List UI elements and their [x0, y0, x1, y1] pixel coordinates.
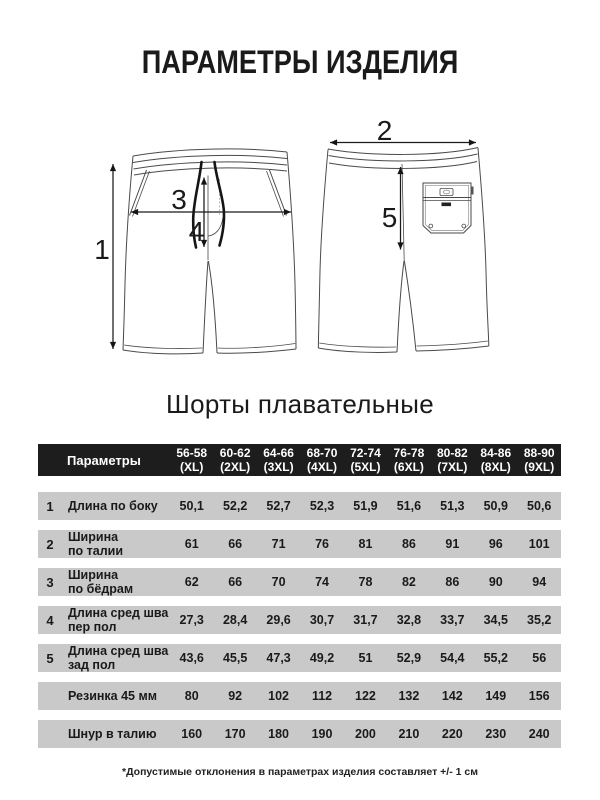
- parameter-label: Длина сред шва пер пол: [68, 606, 169, 634]
- page-title: ПАРАМЕТРЫ ИЗДЕЛИЯ: [141, 44, 459, 80]
- pocket-loop: [442, 203, 452, 207]
- size-table-header: [38, 444, 561, 476]
- parameter-label: Шнур в талию: [68, 727, 157, 741]
- value-cell: 170: [224, 727, 246, 741]
- value-cell: 82: [401, 575, 416, 589]
- value-cell: 96: [488, 537, 503, 551]
- value-cell: 91: [445, 537, 460, 551]
- value-cell: 210: [398, 727, 420, 741]
- pocket-grommet: [462, 224, 466, 228]
- pocket-grommet: [429, 224, 433, 228]
- value-cell: 149: [485, 689, 507, 703]
- product-name: Шорты плавательные: [166, 389, 434, 419]
- front-view: [123, 149, 296, 354]
- parameter-label: Ширина по талии: [68, 530, 124, 558]
- front-pocket-right: [270, 170, 287, 216]
- value-cell: 71: [271, 537, 286, 551]
- pocket-logo-patch: [440, 189, 453, 196]
- dimension-label-1: 1: [94, 234, 110, 265]
- value-cell: 50,1: [179, 499, 204, 513]
- value-cell: 33,7: [440, 613, 465, 627]
- size-column-header: 72-74 (5XL): [350, 445, 381, 474]
- value-cell: 52,7: [266, 499, 291, 513]
- value-cell: 51,6: [396, 499, 422, 513]
- value-cell: 142: [441, 689, 463, 703]
- value-cell: 51,3: [440, 499, 465, 513]
- value-cell: 61: [184, 537, 199, 551]
- size-column-header: 64-66 (3XL): [263, 445, 294, 474]
- value-cell: 49,2: [309, 651, 335, 665]
- size-column-header: 76-78 (6XL): [393, 445, 425, 474]
- table-row: [38, 492, 561, 520]
- value-cell: 28,4: [222, 613, 248, 627]
- value-cell: 66: [228, 575, 243, 589]
- value-cell: 30,7: [309, 613, 335, 627]
- size-table: [38, 444, 561, 758]
- footnote: *Допустимые отклонения в параметрах изделия составляет +/- 1 см: [121, 766, 478, 778]
- value-cell: 101: [528, 537, 550, 551]
- table-row: [38, 682, 561, 710]
- parameter-label: Длина по боку: [68, 499, 158, 513]
- table-row: [38, 568, 561, 596]
- table-row: [38, 606, 561, 634]
- value-cell: 78: [358, 575, 373, 589]
- value-cell: 50,9: [483, 499, 508, 513]
- pocket-side-tab: [471, 187, 474, 195]
- value-cell: 92: [228, 689, 243, 703]
- value-cell: 160: [181, 727, 203, 741]
- value-cell: 52,3: [309, 499, 335, 513]
- parameter-label: Ширина по бёдрам: [68, 568, 134, 596]
- value-cell: 94: [532, 575, 547, 589]
- value-cell: 200: [355, 727, 376, 741]
- value-cell: 132: [398, 689, 420, 703]
- value-cell: 180: [268, 727, 290, 741]
- size-column-header: 84-86 (8XL): [480, 445, 512, 474]
- value-cell: 230: [485, 727, 507, 741]
- table-row: [38, 644, 561, 672]
- value-cell: 55,2: [483, 651, 508, 665]
- size-column-header: 56-58 (XL): [176, 445, 208, 474]
- dimension-label-5: 5: [381, 202, 398, 233]
- value-cell: 51,9: [353, 499, 378, 513]
- value-cell: 122: [355, 689, 376, 703]
- dimension-label-3: 3: [171, 184, 187, 215]
- value-cell: 102: [268, 689, 290, 703]
- row-number: 1: [46, 498, 54, 514]
- value-cell: 220: [441, 727, 463, 741]
- parameter-label: Длина сред шва зад пол: [68, 644, 169, 672]
- size-column-header: 88-90 (9XL): [523, 445, 555, 474]
- row-number: 4: [46, 612, 54, 628]
- product-diagram: [80, 119, 550, 381]
- size-column-header: 80-82 (7XL): [436, 445, 468, 474]
- dimension-label-4: 4: [188, 216, 205, 247]
- value-cell: 32,8: [396, 613, 422, 627]
- value-cell: 156: [528, 689, 550, 703]
- value-cell: 112: [311, 689, 333, 703]
- size-column-header: 60-62 (2XL): [219, 445, 251, 474]
- value-cell: 35,2: [527, 613, 552, 627]
- row-number: 3: [46, 574, 54, 590]
- value-cell: 50,6: [527, 499, 552, 513]
- value-cell: 74: [315, 575, 329, 589]
- value-cell: 54,4: [440, 651, 465, 665]
- value-cell: 52,9: [396, 651, 422, 665]
- back-pocket: [423, 183, 474, 233]
- value-cell: 31,7: [353, 613, 378, 627]
- value-cell: 90: [488, 575, 503, 589]
- value-cell: 51: [358, 651, 373, 665]
- value-cell: 62: [184, 575, 199, 589]
- value-cell: 86: [445, 575, 460, 589]
- value-cell: 43,6: [179, 651, 204, 665]
- value-cell: 86: [401, 537, 416, 551]
- value-cell: 56: [532, 651, 547, 665]
- value-cell: 29,6: [266, 613, 291, 627]
- row-number: 5: [46, 650, 54, 666]
- value-cell: 190: [311, 727, 333, 741]
- back-view: [318, 148, 489, 353]
- value-cell: 80: [184, 689, 199, 703]
- value-cell: 47,3: [266, 651, 291, 665]
- dimension-label-2: 2: [376, 119, 393, 146]
- value-cell: 52,2: [222, 499, 248, 513]
- value-cell: 81: [358, 537, 373, 551]
- table-row: [38, 530, 561, 558]
- table-row: [38, 720, 561, 748]
- size-column-header: 68-70 (4XL): [306, 445, 338, 474]
- value-cell: 45,5: [222, 651, 248, 665]
- value-cell: 240: [528, 727, 550, 741]
- value-cell: 70: [271, 575, 286, 589]
- value-cell: 76: [315, 537, 329, 551]
- param-column-header: Параметры: [67, 452, 141, 468]
- parameter-label: Резинка 45 мм: [68, 689, 157, 703]
- size-table-body: [38, 492, 561, 748]
- front-pocket-left: [130, 170, 147, 216]
- value-cell: 27,3: [179, 613, 204, 627]
- row-number: 2: [46, 536, 54, 552]
- value-cell: 34,5: [483, 613, 508, 627]
- value-cell: 66: [228, 537, 243, 551]
